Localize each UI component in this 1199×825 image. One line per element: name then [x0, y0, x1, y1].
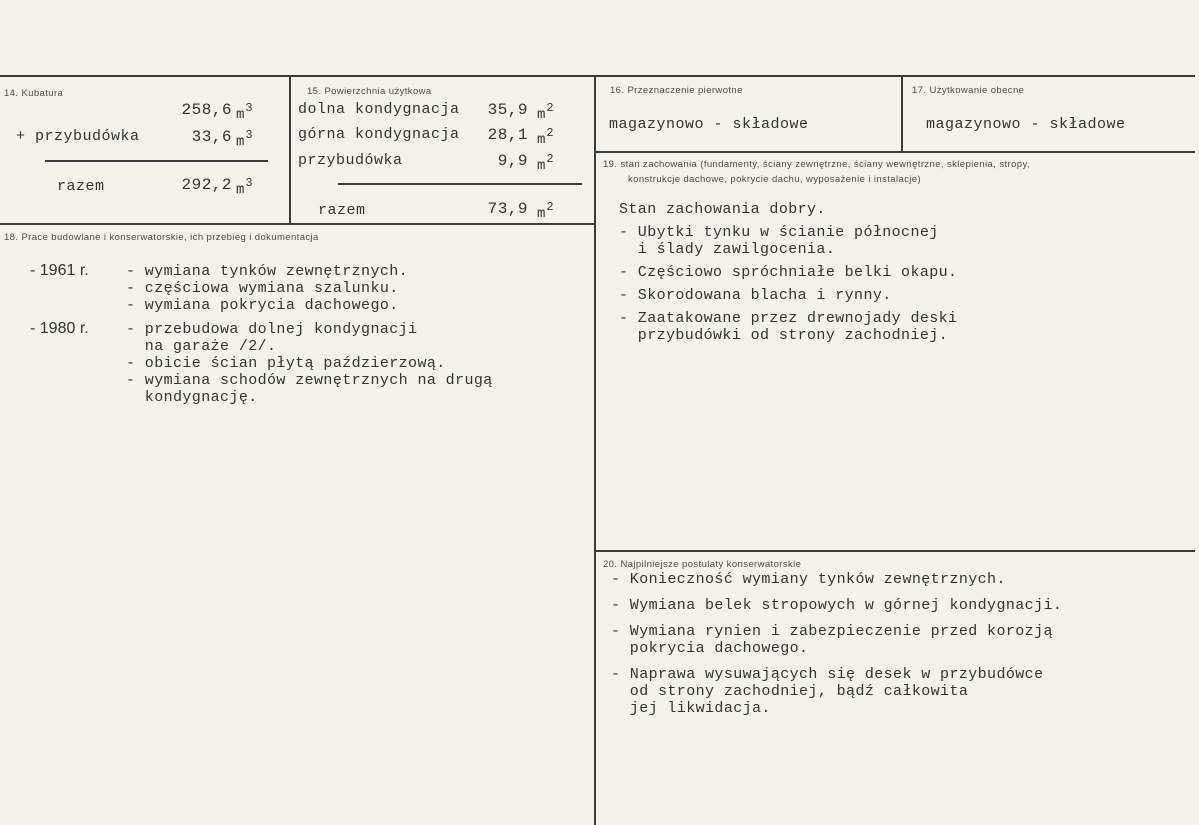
list-item: - Konieczność wymiany tynków zewnętrznych. [611, 571, 1006, 588]
list-item: - Ubytki tynku w ścianie północnej [619, 224, 939, 241]
s15-total-unit: $m^2$ [537, 200, 554, 222]
list-item: - Skorodowana blacha i rynny. [619, 287, 892, 304]
list-item: - przebudowa dolnej kondygnacji [126, 321, 418, 338]
list-item: kondygnację. [126, 389, 258, 406]
s17-value: magazynowo - składowe [926, 116, 1126, 133]
s14-value-1: 258,6 [181, 101, 232, 119]
sum-line-14 [45, 160, 268, 162]
list-item: - częściowa wymiana szalunku. [126, 280, 399, 297]
s14-unit-1: $m^3$ [236, 101, 253, 123]
divider-below-14-15 [0, 223, 594, 225]
s19-list [619, 201, 957, 344]
s17-header: 17. Użytkowanie obecne [912, 85, 1025, 96]
s19-header-line-2: konstrukcje dachowe, pokrycie dachu, wyposażenie i instalacje) [628, 174, 922, 185]
list-item: - wymiana pokrycia dachowego. [126, 297, 399, 314]
s19-header-line-1: 19. stan zachowania (fundamenty, ściany zewnętrzne, ściany wewnętrzne, sklepienia, stropy, [603, 159, 1030, 170]
s14-value-2: 33,6 [191, 128, 232, 146]
s14-total-unit: $m^3$ [236, 176, 253, 198]
list-item: - Wymiana belek stropowych w górnej kondygnacji. [611, 597, 1063, 614]
list-item: - Zaatakowane przez drewnojady deski [619, 310, 958, 327]
list-item: jej likwidacja. [611, 700, 771, 717]
divider-14-15 [289, 77, 291, 223]
s15-row-3-value: 9,9 [497, 152, 528, 170]
s15-row-2-label: górna kondygnacja [298, 126, 460, 143]
s18-list-1961 [126, 263, 408, 314]
s14-unit-2: $m^3$ [236, 128, 253, 150]
s15-total: 73,9 [487, 200, 528, 218]
s15-row-1-value: 35,9 [487, 101, 528, 119]
s15-row-3-label: przybudówka [298, 152, 403, 169]
s15-row-2-value: 28,1 [487, 126, 528, 144]
s18-header: 18. Prace budowlane i konserwatorskie, ich przebieg i dokumentacja [4, 232, 319, 243]
s15-row-1-unit: $m^2$ [537, 101, 554, 123]
list-item: - wymiana schodów zewnętrznych na drugą [126, 372, 493, 389]
s15-row-2-unit: $m^2$ [537, 126, 554, 148]
divider-below-16-17 [596, 151, 1195, 153]
list-item: - Częściowo spróchniałe belki okapu. [619, 264, 958, 281]
list-item: - obicie ścian płytą paździerzową. [126, 355, 446, 372]
s16-header: 16. Przeznaczenie pierwotne [610, 85, 743, 96]
s15-row-3-unit: $m^2$ [537, 152, 554, 174]
s18-year-2: - 1980 r. [30, 320, 89, 337]
top-border [0, 75, 1195, 77]
main-vertical-divider [594, 77, 596, 825]
s16-value: magazynowo - składowe [609, 116, 809, 133]
list-item: na garaże /2/. [126, 338, 277, 355]
list-item: przybudówki od strony zachodniej. [619, 327, 949, 344]
divider-above-20 [596, 550, 1195, 552]
list-item: i ślady zawilgocenia. [619, 241, 836, 258]
s18-list-1980 [126, 321, 493, 406]
list-item: od strony zachodniej, bądź całkowita [611, 683, 969, 700]
s15-total-label: razem [318, 202, 366, 219]
divider-16-17 [901, 77, 903, 151]
list-item: - wymiana tynków zewnętrznych. [126, 263, 409, 280]
list-item: - Wymiana rynien i zabezpieczenie przed korozją [611, 623, 1053, 640]
s14-header: 14. Kubatura [4, 88, 64, 99]
s14-plus-label: + przybudówka [16, 128, 140, 145]
list-item: Stan zachowania dobry. [619, 201, 826, 218]
s15-row-1-label: dolna kondygnacja [298, 101, 460, 118]
s14-total-label: razem [57, 178, 105, 195]
s20-list [611, 571, 1062, 717]
list-item: - Naprawa wysuwających się desek w przybudówce [611, 666, 1044, 683]
sum-line-15 [338, 183, 582, 185]
list-item: pokrycia dachowego. [611, 640, 809, 657]
s18-year-1: - 1961 r. [30, 262, 89, 279]
s15-header: 15. Powierzchnia użytkowa [307, 86, 432, 97]
s14-total: 292,2 [181, 176, 232, 194]
s20-header: 20. Najpilniejsze postulaty konserwatorskie [603, 559, 802, 570]
